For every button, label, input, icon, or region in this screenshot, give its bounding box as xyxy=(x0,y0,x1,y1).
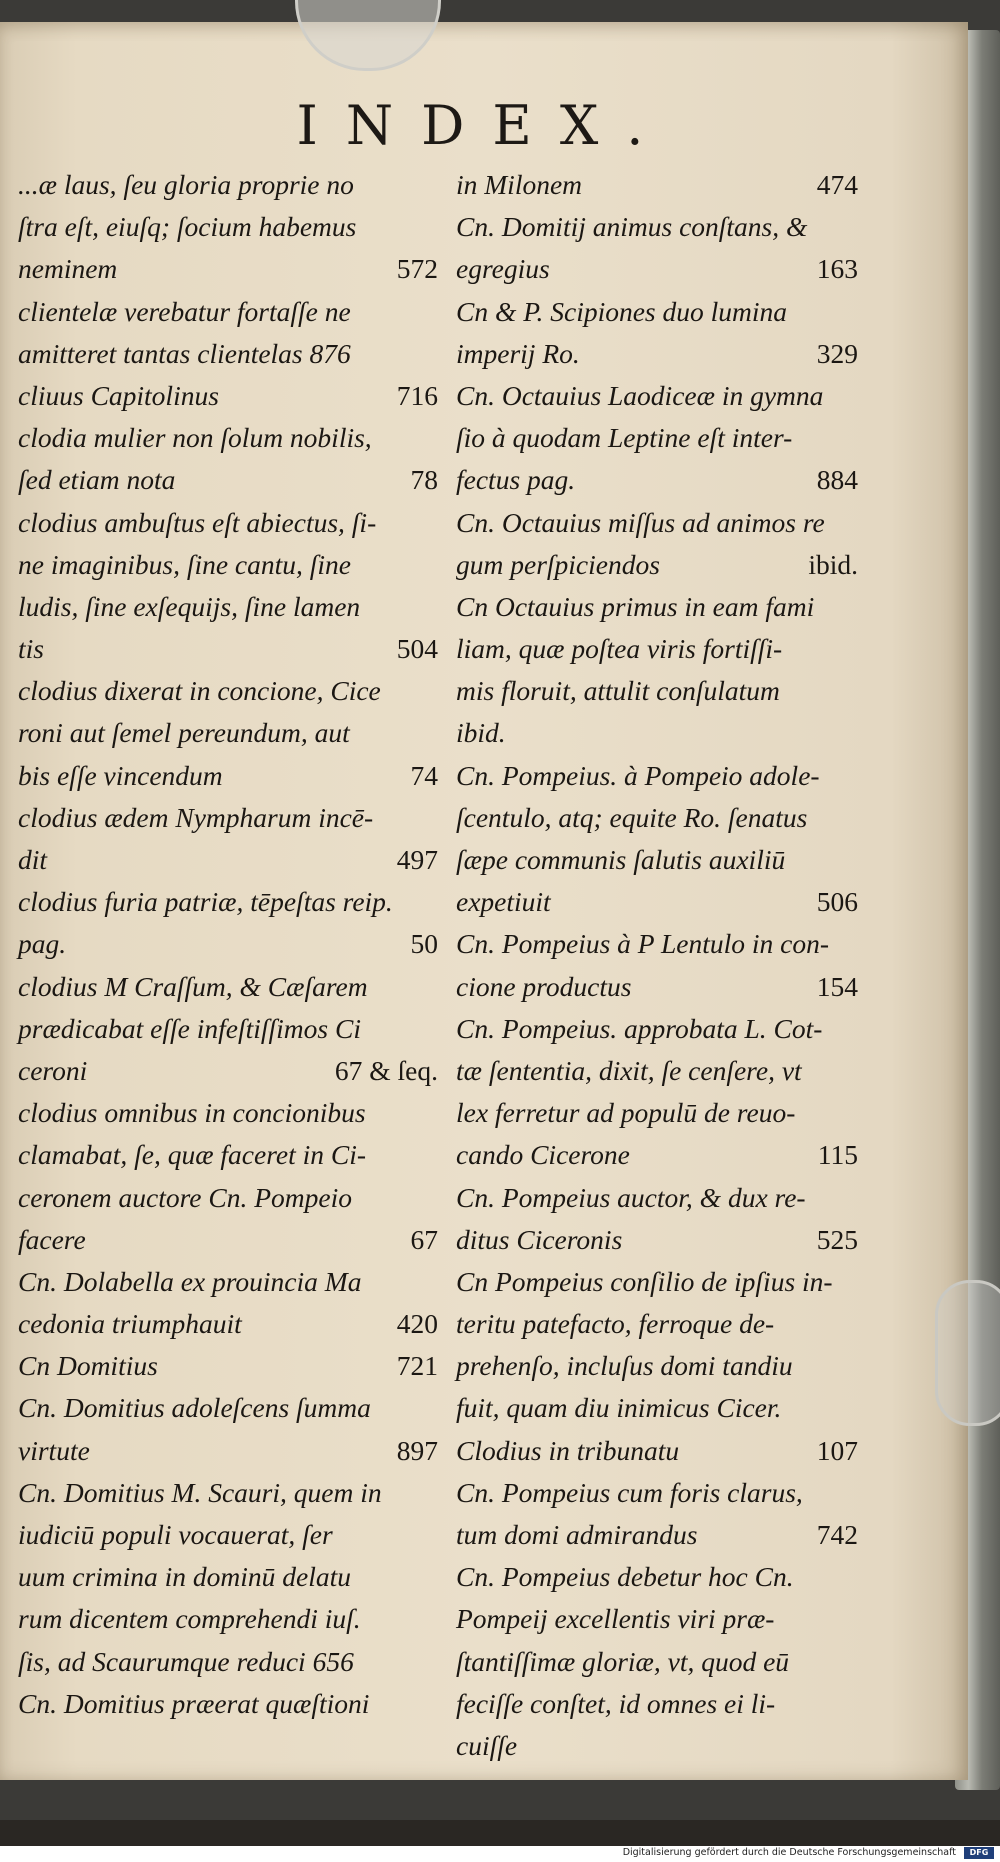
index-entry-text: ſis, ad Scaurumque reduci 656 xyxy=(18,1645,354,1677)
index-entry-text: fectus pag. xyxy=(456,464,576,496)
index-entry-line xyxy=(18,1598,438,1640)
index-entry-line xyxy=(456,1641,858,1683)
index-entry-text: ſæpe communis ſalutis auxiliū xyxy=(456,844,786,875)
index-entry-line xyxy=(456,797,858,839)
index-entry-text: facere xyxy=(18,1223,86,1255)
index-entry-line xyxy=(456,291,858,333)
index-entry-line xyxy=(456,586,858,628)
left-index-column xyxy=(18,164,438,1725)
index-page-number: 474 xyxy=(816,169,858,200)
index-entry-text: Cn Octauius primus in eam fami xyxy=(456,590,815,622)
index-page-number: 742 xyxy=(816,1519,858,1550)
index-entry-line xyxy=(456,923,858,965)
index-entry-text: neminem xyxy=(18,253,118,285)
index-entry-line xyxy=(18,1514,438,1556)
index-entry-text: prædicabat eſſe infeſtiſſimos Ci xyxy=(18,1012,361,1044)
index-page-number: 721 xyxy=(396,1350,438,1382)
index-entry-line xyxy=(18,712,438,754)
index-entry-line xyxy=(456,670,858,712)
index-entry-text: clamabat, ſe, quæ faceret in Ci- xyxy=(18,1139,367,1171)
index-entry-line xyxy=(18,1641,438,1683)
index-entry-line xyxy=(456,164,858,206)
index-entry-line xyxy=(18,1556,438,1598)
index-page-number: 163 xyxy=(816,253,858,285)
index-entry-text: cione productus xyxy=(456,970,632,1002)
book-page xyxy=(0,22,968,1780)
index-entry-text: mis floruit, attulit conſulatum xyxy=(456,675,780,707)
index-entry-text: ceroni xyxy=(18,1054,88,1086)
index-entry-text: Cn. Pompeius. à Pompeio adole- xyxy=(456,759,820,791)
index-entry-line xyxy=(18,248,438,290)
index-entry-text: clodius ambuſtus eſt abiectus, ſi- xyxy=(18,506,377,538)
index-entry-text: lex ferretur ad populū de reuo- xyxy=(456,1097,796,1129)
index-entry-text: clodius M Craſſum, & Cæſarem xyxy=(18,970,368,1002)
index-entry-text: ne imaginibus, ſine cantu, ſine xyxy=(18,548,352,580)
index-entry-line xyxy=(456,1556,858,1598)
index-entry-line xyxy=(456,1261,858,1303)
right-index-column xyxy=(456,164,858,1767)
index-entry-text: in Milonem xyxy=(456,169,583,200)
index-page-number: 525 xyxy=(816,1223,858,1255)
index-entry-line xyxy=(456,755,858,797)
index-entry-line xyxy=(18,1092,438,1134)
index-entry-text: egregius xyxy=(456,253,550,285)
index-entry-line xyxy=(18,544,438,586)
index-entry-line xyxy=(456,1177,858,1219)
index-entry-line xyxy=(456,839,858,881)
index-entry-line xyxy=(18,333,438,375)
index-entry-line xyxy=(456,966,858,1008)
index-entry-text: tum domi admirandus xyxy=(456,1519,698,1550)
index-entry-line xyxy=(456,417,858,459)
index-entry-line xyxy=(18,839,438,881)
index-entry-text: Cn. Domitij animus conſtans, & xyxy=(456,211,808,243)
index-page-number: 497 xyxy=(396,844,438,875)
index-entry-text: clodius dixerat in concione, Cice xyxy=(18,675,381,707)
index-entry-text: ditus Ciceronis xyxy=(456,1223,623,1255)
index-entry-text: Cn. Pompeius debetur hoc Cn. xyxy=(456,1561,794,1593)
index-entry-line xyxy=(18,797,438,839)
index-entry-text: Cn. Domitius M. Scauri, quem in xyxy=(18,1476,382,1508)
index-entry-text: gum perſpiciendos xyxy=(456,548,660,580)
index-entry-text: Cn. Pompeius. approbata L. Cot- xyxy=(456,1012,823,1044)
index-entry-line xyxy=(456,1345,858,1387)
index-entry-line xyxy=(18,1008,438,1050)
index-entry-line xyxy=(456,206,858,248)
index-entry-text: cando Cicerone xyxy=(456,1139,630,1171)
index-entry-line xyxy=(18,628,438,670)
index-entry-line xyxy=(18,206,438,248)
index-entry-text: Cn. Octauius miſſus ad animos re xyxy=(456,506,825,538)
index-entry-line xyxy=(456,1092,858,1134)
index-entry-line xyxy=(456,1472,858,1514)
index-entry-line xyxy=(456,1387,858,1429)
index-entry-text: Cn. Domitius præerat quæſtioni xyxy=(18,1687,370,1719)
index-entry-line xyxy=(18,502,438,544)
index-entry-line xyxy=(18,1345,438,1387)
index-entry-text: liam, quæ poſtea viris fortiſſi- xyxy=(456,633,783,665)
index-page-number: 107 xyxy=(816,1434,858,1466)
index-entry-text: clodius omnibus in concionibus xyxy=(18,1097,366,1129)
index-entry-line xyxy=(456,881,858,923)
index-entry-text: Cn. Pompeius à P Lentulo in con- xyxy=(456,928,830,960)
index-entry-text: fuit, quam diu inimicus Cicer. xyxy=(456,1392,782,1424)
index-page-number: 50 xyxy=(410,928,438,960)
index-entry-text: ludis, ſine exſequijs, ſine lamen xyxy=(18,590,361,622)
index-entry-line xyxy=(18,375,438,417)
index-entry-line xyxy=(18,1387,438,1429)
index-entry-text: uum crimina in dominū delatu xyxy=(18,1561,352,1593)
index-entry-line xyxy=(18,881,438,923)
index-entry-line xyxy=(18,1683,438,1725)
index-entry-text: Cn. Pompeius auctor, & dux re- xyxy=(456,1181,806,1213)
index-page-number: 67 & ſeq. xyxy=(334,1054,438,1086)
index-page-number: 74 xyxy=(410,759,438,791)
index-entry-line xyxy=(456,1430,858,1472)
index-entry-text: clientelæ verebatur fortaſſe ne xyxy=(18,295,351,327)
index-entry-text: pag. xyxy=(18,928,67,960)
index-entry-text: Clodius in tribunatu xyxy=(456,1434,680,1466)
index-entry-line xyxy=(18,1050,438,1092)
index-page-number: 154 xyxy=(816,970,858,1002)
index-entry-text: Cn Domitius xyxy=(18,1350,158,1382)
index-entry-line xyxy=(18,755,438,797)
index-entry-line xyxy=(18,291,438,333)
index-entry-line xyxy=(456,248,858,290)
index-entry-text: feciſſe conſtet, id omnes ei li- xyxy=(456,1687,776,1719)
index-entry-text: Cn. Domitius adoleſcens ſumma xyxy=(18,1392,371,1424)
index-entry-text: clodius furia patriæ, tēpeſtas reip. xyxy=(18,886,393,918)
index-entry-line xyxy=(456,1134,858,1176)
index-entry-line xyxy=(456,544,858,586)
index-entry-text: ſio à quodam Leptine eſt inter- xyxy=(456,422,793,454)
page-title: INDEX. xyxy=(296,94,672,157)
index-entry-line xyxy=(18,966,438,1008)
dfg-logo-icon: DFG xyxy=(964,1847,994,1859)
index-entry-text: cuiſſe xyxy=(456,1729,518,1761)
index-entry-line xyxy=(456,1514,858,1556)
index-entry-line xyxy=(18,1134,438,1176)
index-page-number: 716 xyxy=(396,379,438,411)
index-entry-text: imperij Ro. xyxy=(456,337,580,369)
index-page-number: 115 xyxy=(817,1139,858,1171)
index-entry-text: ſed etiam nota xyxy=(18,464,176,496)
index-entry-text: ſcentulo, atq; equite Ro. ſenatus xyxy=(456,801,808,833)
index-entry-text: expetiuit xyxy=(456,886,551,918)
index-page-number: 420 xyxy=(396,1308,438,1340)
index-page-number: 506 xyxy=(816,886,858,918)
index-entry-text: iudiciū populi vocauerat, ſer xyxy=(18,1519,333,1550)
index-entry-line xyxy=(456,1725,858,1767)
index-page-number: 78 xyxy=(410,464,438,496)
footer-credit: Digitalisierung gefördert durch die Deutsche Forschungsgemeinschaft xyxy=(622,1847,956,1858)
index-page-number: 897 xyxy=(396,1434,438,1466)
index-entry-text: roni aut ſemel pereundum, aut xyxy=(18,717,350,749)
index-entry-line xyxy=(18,1472,438,1514)
index-page-number: 504 xyxy=(396,633,438,665)
index-entry-line xyxy=(456,628,858,670)
index-entry-text: ſtantiſſimæ gloriæ, vt, quod eū xyxy=(456,1645,790,1677)
index-entry-text: cedonia triumphauit xyxy=(18,1308,242,1340)
index-entry-text: ceronem auctore Cn. Pompeio xyxy=(18,1181,352,1213)
index-page-number: ibid. xyxy=(808,548,858,580)
index-entry-text: ſtra eſt, eiuſq; ſocium habemus xyxy=(18,211,357,243)
index-entry-line xyxy=(456,712,858,754)
index-entry-text: prehenſo, incluſus domi tandiu xyxy=(456,1350,793,1382)
index-entry-line xyxy=(456,1219,858,1261)
index-entry-text: rum dicentem comprehendi iuſ. xyxy=(18,1603,361,1635)
index-entry-text: Cn. Octauius Laodiceæ in gymna xyxy=(456,379,824,411)
index-entry-line xyxy=(456,1683,858,1725)
index-entry-line xyxy=(456,375,858,417)
index-page-number: 884 xyxy=(816,464,858,496)
index-page-number: 572 xyxy=(396,253,438,285)
index-page-number: 329 xyxy=(816,337,858,369)
index-entry-line xyxy=(456,459,858,501)
index-entry-text: Cn. Pompeius cum foris clarus, xyxy=(456,1476,803,1508)
index-entry-text: Pompeij excellentis viri præ- xyxy=(456,1603,775,1635)
index-entry-line xyxy=(456,1303,858,1345)
index-entry-line xyxy=(18,670,438,712)
index-entry-line xyxy=(18,1430,438,1472)
index-entry-line xyxy=(456,1598,858,1640)
index-entry-line xyxy=(18,1219,438,1261)
index-entry-text: dit xyxy=(18,844,48,875)
index-entry-line xyxy=(456,333,858,375)
index-page-number: 67 xyxy=(410,1223,438,1255)
index-entry-text: tis xyxy=(18,633,44,665)
index-entry-text: clodia mulier non ſolum nobilis, xyxy=(18,422,372,454)
index-entry-line xyxy=(18,459,438,501)
index-entry-line xyxy=(18,923,438,965)
index-entry-text: amitteret tantas clientelas 876 xyxy=(18,337,351,369)
index-entry-line xyxy=(456,502,858,544)
index-entry-text: clodius ædem Nympharum incē- xyxy=(18,801,374,833)
index-entry-line xyxy=(18,1303,438,1345)
index-entry-line xyxy=(18,1177,438,1219)
index-entry-line xyxy=(18,1261,438,1303)
index-entry-text: tæ ſententia, dixit, ſe cenſere, vt xyxy=(456,1054,802,1086)
index-entry-text: virtute xyxy=(18,1434,90,1466)
index-entry-line xyxy=(456,1008,858,1050)
index-entry-text: Cn Pompeius conſilio de ipſius in- xyxy=(456,1265,833,1297)
index-entry-line xyxy=(18,417,438,459)
index-entry-text: ...æ laus, ſeu gloria proprie no xyxy=(18,169,354,200)
side-clasp xyxy=(935,1280,1000,1426)
index-entry-line xyxy=(18,164,438,206)
index-entry-text: ibid. xyxy=(456,717,506,749)
index-entry-text: Cn & P. Scipiones duo lumina xyxy=(456,295,788,327)
index-entry-text: cliuus Capitolinus xyxy=(18,379,219,411)
index-entry-text: teritu patefacto, ferroque de- xyxy=(456,1308,775,1340)
index-entry-text: bis eſſe vincendum xyxy=(18,759,223,791)
index-entry-line xyxy=(18,586,438,628)
index-entry-text: Cn. Dolabella ex prouincia Ma xyxy=(18,1265,362,1297)
index-entry-line xyxy=(456,1050,858,1092)
